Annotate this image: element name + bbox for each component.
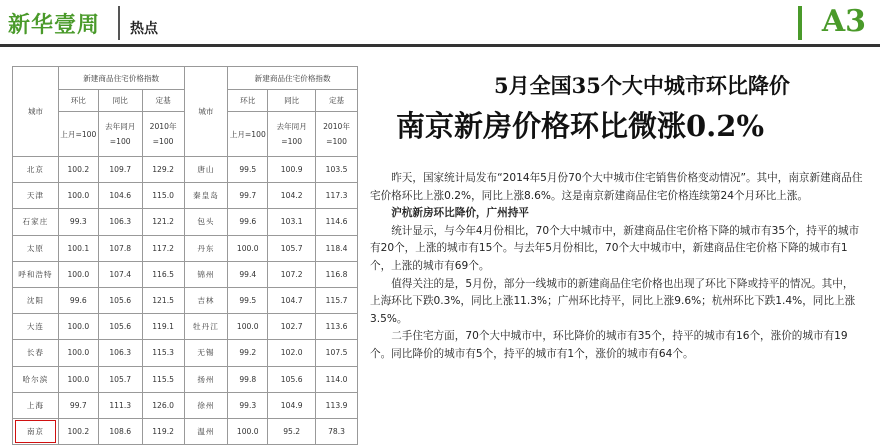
index-cell: 100.0: [228, 235, 268, 261]
article-section-heading: 沪杭新房环比降价，广州持平: [391, 207, 529, 220]
city-cell: 天津: [13, 183, 59, 209]
article-paragraph: 二手住宅方面，70个大中城市中，环比降价的城市有35个，持平的城市有16个，涨价的城市有19个。同比降价的城市有5个，持平的城市有1个，涨价的城市有64个。: [370, 330, 848, 360]
base-header: [142, 112, 184, 157]
index-cell: 107.2: [268, 261, 316, 287]
table-row: [13, 340, 358, 366]
index-cell: 100.0: [228, 314, 268, 340]
index-cell: 108.6: [98, 418, 142, 444]
index-cell: 116.8: [316, 261, 358, 287]
base-header: [316, 112, 358, 157]
index-cell: 102.0: [268, 340, 316, 366]
col-header: 环比: [58, 90, 98, 112]
index-cell: 126.0: [142, 392, 184, 418]
index-cell: 103.5: [316, 157, 358, 183]
index-cell: 104.9: [268, 392, 316, 418]
city-cell: 锦州: [184, 261, 228, 287]
city-cell: 太原: [13, 235, 59, 261]
table-row: [13, 418, 358, 444]
col-header: 环比: [228, 90, 268, 112]
article-paragraph: 统计显示，与今年4月份相比，70个大中城市中，新建商品住宅价格下降的城市有35个，持平的城市有20个，上涨的城市有15个。与去年5月份相比，70个大中城市中，新建商品住宅价格下降的城市有1个，上涨的城市有69个。: [370, 224, 860, 272]
table-row: [13, 209, 358, 235]
col-header: 定基: [316, 90, 358, 112]
index-cell: 114.6: [316, 209, 358, 235]
city-cell: 无锡: [184, 340, 228, 366]
section-name: 热点: [130, 21, 158, 37]
base-header: 上月=100: [58, 112, 98, 157]
city-cell: 扬州: [184, 366, 228, 392]
index-cell: 95.2: [268, 418, 316, 444]
index-cell: 115.0: [142, 183, 184, 209]
index-cell: 99.6: [228, 209, 268, 235]
city-cell: 上海: [13, 392, 59, 418]
index-cell: 100.0: [58, 261, 98, 287]
index-cell: 99.5: [228, 287, 268, 313]
index-cell: 102.7: [268, 314, 316, 340]
article-subhead: 5月全国35个大中城市环比降价: [494, 73, 790, 98]
col-header: 同比: [98, 90, 142, 112]
group-header-left: 新建商品住宅价格指数: [58, 67, 184, 90]
header-divider: [118, 6, 120, 40]
index-cell: 99.5: [228, 157, 268, 183]
index-cell: 113.6: [316, 314, 358, 340]
index-cell: 107.8: [98, 235, 142, 261]
index-cell: 119.1: [142, 314, 184, 340]
base-header: 上月=100: [228, 112, 268, 157]
index-cell: 100.2: [58, 157, 98, 183]
base-header: [268, 112, 316, 157]
city-header-left: 城市: [13, 67, 59, 157]
table-row: [13, 183, 358, 209]
index-cell: 105.6: [98, 287, 142, 313]
index-cell: 118.4: [316, 235, 358, 261]
base-header-text: 去年同月=100: [276, 122, 307, 146]
index-cell: 111.3: [98, 392, 142, 418]
index-cell: 99.6: [58, 287, 98, 313]
index-cell: 114.0: [316, 366, 358, 392]
index-cell: 129.2: [142, 157, 184, 183]
base-header: [98, 112, 142, 157]
city-cell: 温州: [184, 418, 228, 444]
city-cell: 呼和浩特: [13, 261, 59, 287]
article-body: [370, 170, 864, 364]
index-cell: 119.2: [142, 418, 184, 444]
index-cell: 113.9: [316, 392, 358, 418]
index-cell: 106.3: [98, 209, 142, 235]
city-cell: 沈阳: [13, 287, 59, 313]
city-cell: 丹东: [184, 235, 228, 261]
index-cell: 100.0: [58, 314, 98, 340]
index-cell: 105.7: [98, 366, 142, 392]
price-index-table-body: [13, 157, 358, 445]
index-cell: 105.6: [268, 366, 316, 392]
index-cell: 104.7: [268, 287, 316, 313]
price-index-table-container: [12, 66, 358, 436]
index-cell: 100.0: [58, 340, 98, 366]
city-cell: 包头: [184, 209, 228, 235]
index-cell: 100.9: [268, 157, 316, 183]
index-cell: 105.6: [98, 314, 142, 340]
table-row: [13, 157, 358, 183]
index-cell: 99.7: [228, 183, 268, 209]
index-cell: 115.7: [316, 287, 358, 313]
index-cell: 121.5: [142, 287, 184, 313]
index-cell: 104.6: [98, 183, 142, 209]
index-cell: 117.2: [142, 235, 184, 261]
city-cell: 长春: [13, 340, 59, 366]
newspaper-logo: 新华壹周: [8, 12, 101, 38]
index-cell: 106.3: [98, 340, 142, 366]
index-cell: 99.8: [228, 366, 268, 392]
col-header: 定基: [142, 90, 184, 112]
article-paragraph: 昨天，国家统计局发布“2014年5月份70个大中城市住宅销售价格变动情况”。其中，南京新建商品住宅价格环比上涨0.2%，同比上涨8.6%。这是南京新建商品住宅价格连续第24个月环比上涨。: [370, 172, 863, 202]
index-cell: 107.4: [98, 261, 142, 287]
index-cell: 99.2: [228, 340, 268, 366]
table-row: [13, 366, 358, 392]
page-number-bar: [798, 6, 802, 40]
city-cell: 石家庄: [13, 209, 59, 235]
table-row: [13, 314, 358, 340]
index-cell: 78.3: [316, 418, 358, 444]
index-cell: 107.5: [316, 340, 358, 366]
index-cell: 109.7: [98, 157, 142, 183]
index-cell: 103.1: [268, 209, 316, 235]
city-cell: 哈尔滨: [13, 366, 59, 392]
col-header: 同比: [268, 90, 316, 112]
index-cell: 99.4: [228, 261, 268, 287]
group-header-right: 新建商品住宅价格指数: [228, 67, 358, 90]
index-cell: 100.0: [228, 418, 268, 444]
index-cell: 105.7: [268, 235, 316, 261]
table-row: [13, 392, 358, 418]
city-header-right: 城市: [184, 67, 228, 157]
index-cell: 115.5: [142, 366, 184, 392]
city-cell: 北京: [13, 157, 59, 183]
article-headline: 南京新房价格环比微涨0.2%: [396, 109, 765, 143]
city-cell: 徐州: [184, 392, 228, 418]
page-header: [0, 0, 880, 46]
city-cell: 吉林: [184, 287, 228, 313]
city-cell: 南京: [13, 418, 59, 444]
table-row: [13, 287, 358, 313]
index-cell: 100.0: [58, 366, 98, 392]
index-cell: 99.3: [58, 209, 98, 235]
index-cell: 99.3: [228, 392, 268, 418]
city-cell: 唐山: [184, 157, 228, 183]
index-cell: 115.3: [142, 340, 184, 366]
header-rule: [0, 44, 880, 47]
index-cell: 116.5: [142, 261, 184, 287]
index-cell: 99.7: [58, 392, 98, 418]
index-cell: 100.0: [58, 183, 98, 209]
index-cell: 100.2: [58, 418, 98, 444]
index-cell: 100.1: [58, 235, 98, 261]
index-cell: 117.3: [316, 183, 358, 209]
price-index-table: [12, 66, 358, 445]
base-header-text: 2010年=100: [149, 122, 177, 146]
table-row: [13, 261, 358, 287]
article-paragraph: 值得关注的是，5月份，部分一线城市的新建商品住宅价格也出现了环比下降或持平的情况。其中，上海环比下跌0.3%，同比上涨11.3%；广州环比持平，同比上涨9.6%；杭州环比下跌1.4%，同比上涨3.5%。: [370, 277, 856, 325]
city-cell: 牡丹江: [184, 314, 228, 340]
table-row: [13, 235, 358, 261]
city-cell: 大连: [13, 314, 59, 340]
base-header-text: 去年同月=100: [105, 122, 136, 146]
page-number: A3: [821, 4, 866, 39]
base-header-text: 2010年=100: [323, 122, 350, 146]
index-cell: 121.2: [142, 209, 184, 235]
city-cell: 秦皇岛: [184, 183, 228, 209]
index-cell: 104.2: [268, 183, 316, 209]
